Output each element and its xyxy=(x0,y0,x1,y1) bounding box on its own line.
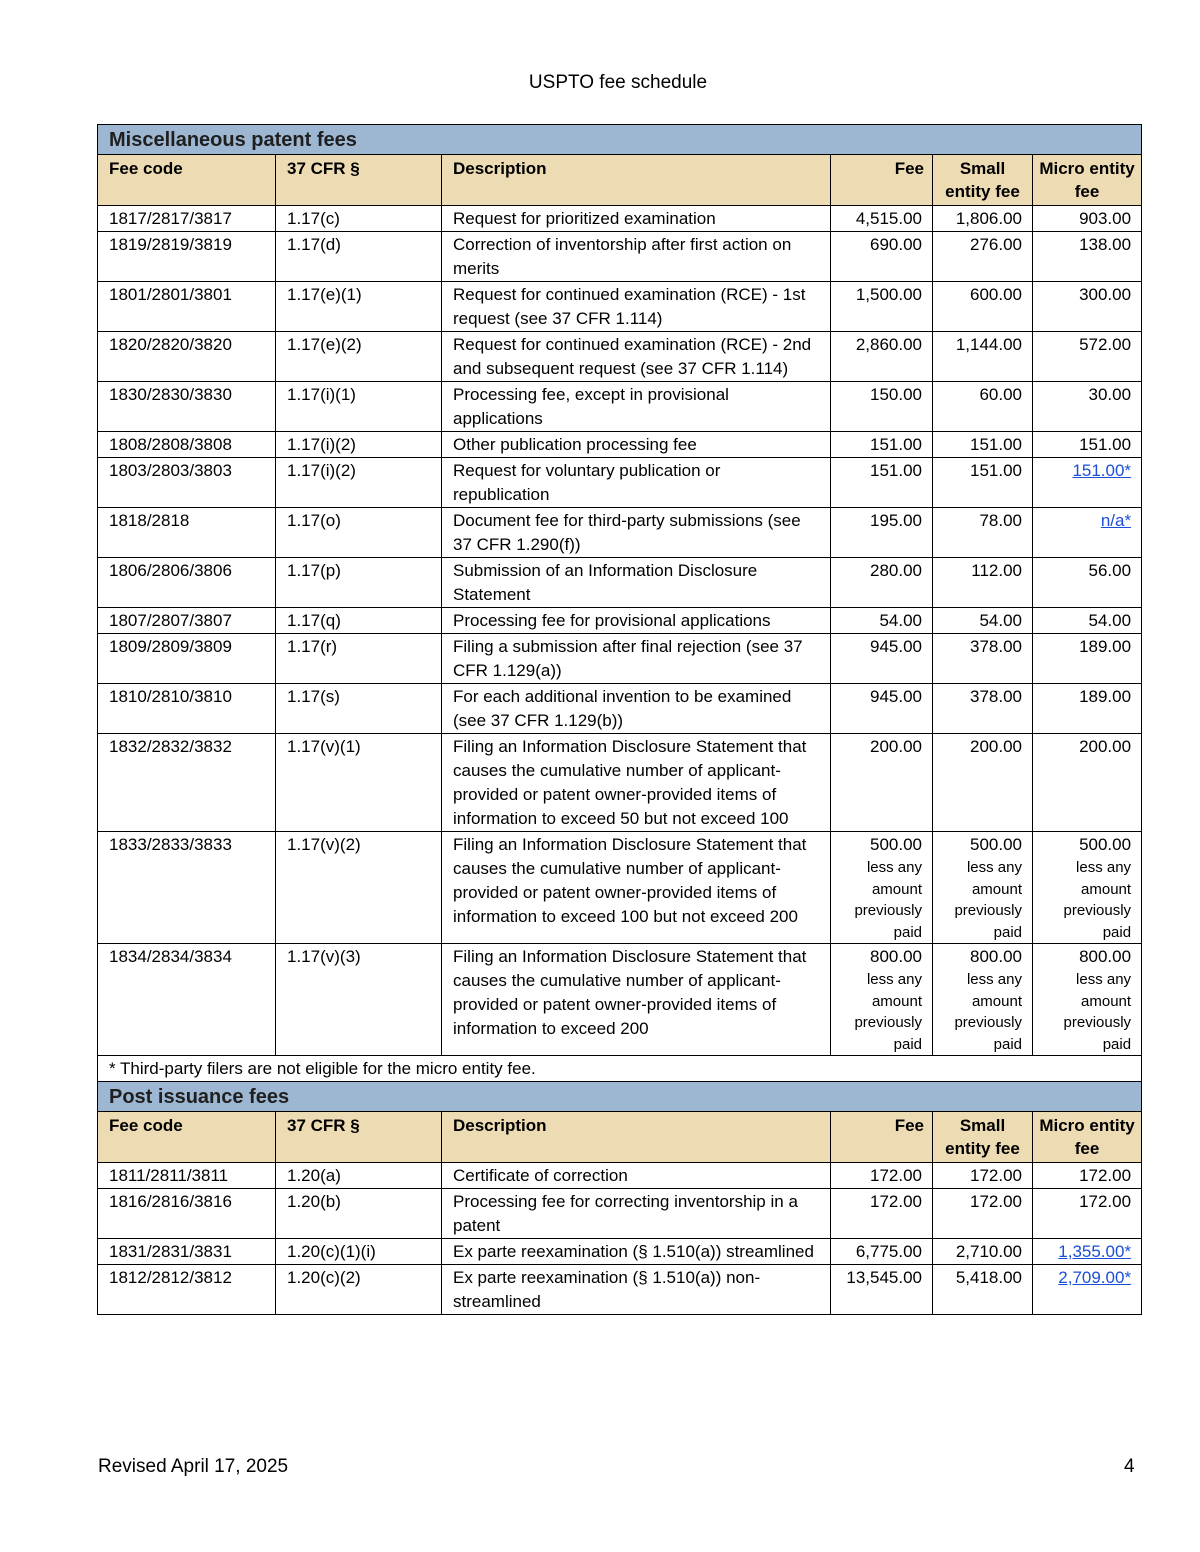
table-row xyxy=(98,558,1142,608)
micro-fee-cell: 300.00 xyxy=(1033,282,1142,332)
micro-fee-footnote-link[interactable]: 1,355.00* xyxy=(1058,1242,1132,1261)
micro-fee-cell: 189.00 xyxy=(1033,634,1142,684)
fee-cell: 4,515.00 xyxy=(831,206,933,232)
micro-fee-cell: 138.00 xyxy=(1033,232,1142,282)
description-cell: Ex parte reexamination (§ 1.510(a)) non-streamlined xyxy=(442,1265,831,1315)
fee-code-cell: 1831/2831/3831 xyxy=(98,1239,276,1265)
small-fee-cell: 151.00 xyxy=(933,432,1033,458)
description-cell: Filing an Information Disclosure Statement that causes the cumulative number of applicant-provided or patent owner-provided items of information to exceed 50 but not exceed 100 xyxy=(442,734,831,832)
micro-fee-cell: 151.00 xyxy=(1033,432,1142,458)
table-row xyxy=(98,734,1142,832)
fee-code-cell: 1803/2803/3803 xyxy=(98,458,276,508)
micro-fee-cell: 200.00 xyxy=(1033,734,1142,832)
page-number: 4 xyxy=(1124,1456,1135,1477)
micro-fee-cell: 56.00 xyxy=(1033,558,1142,608)
fee-cell: 6,775.00 xyxy=(831,1239,933,1265)
fee-amount: 800.00 xyxy=(970,947,1022,966)
revised-date: Revised April 17, 2025 xyxy=(98,1456,289,1477)
fee-code-cell: 1801/2801/3801 xyxy=(98,282,276,332)
small-fee-cell: 2,710.00 xyxy=(933,1239,1033,1265)
small-fee-cell: 276.00 xyxy=(933,232,1033,282)
micro-fee-cell: 189.00 xyxy=(1033,684,1142,734)
fee-code-cell: 1816/2816/3816 xyxy=(98,1189,276,1239)
description-cell: Document fee for third-party submissions (see 37 CFR 1.290(f)) xyxy=(442,508,831,558)
fee-code-cell: 1809/2809/3809 xyxy=(98,634,276,684)
fee-cell: 195.00 xyxy=(831,508,933,558)
table-row xyxy=(98,608,1142,634)
fee-cell: 13,545.00 xyxy=(831,1265,933,1315)
fee-code-cell: 1818/2818 xyxy=(98,508,276,558)
section-title: Miscellaneous patent fees xyxy=(98,125,1142,155)
cfr-cell: 1.20(b) xyxy=(276,1189,442,1239)
description-cell: Processing fee for correcting inventorship in a patent xyxy=(442,1189,831,1239)
small-fee-cell xyxy=(933,832,1033,944)
small-fee-cell: 1,144.00 xyxy=(933,332,1033,382)
table-row xyxy=(98,458,1142,508)
table-row xyxy=(98,1265,1142,1315)
small-fee-cell: 600.00 xyxy=(933,282,1033,332)
section-header-misc xyxy=(98,125,1142,155)
col-header-fee-code: Fee code xyxy=(98,155,276,206)
cfr-cell: 1.17(e)(2) xyxy=(276,332,442,382)
micro-fee-cell xyxy=(1033,458,1142,508)
description-cell: Ex parte reexamination (§ 1.510(a)) streamlined xyxy=(442,1239,831,1265)
col-header-fee: Fee xyxy=(831,1112,933,1163)
micro-fee-cell xyxy=(1033,508,1142,558)
table-row xyxy=(98,232,1142,282)
micro-fee-cell: 30.00 xyxy=(1033,382,1142,432)
micro-fee-footnote-link[interactable]: 2,709.00* xyxy=(1058,1268,1132,1287)
fee-note: less any amount previously paid xyxy=(954,859,1022,941)
cfr-cell: 1.20(c)(1)(i) xyxy=(276,1239,442,1265)
small-fee-cell xyxy=(933,944,1033,1056)
micro-fee-cell: 572.00 xyxy=(1033,332,1142,382)
micro-fee-cell xyxy=(1033,832,1142,944)
footnote-row xyxy=(98,1056,1142,1082)
description-cell: Request for voluntary publication or republication xyxy=(442,458,831,508)
fee-amount: 500.00 xyxy=(970,835,1022,854)
col-header-micro: Micro entity fee xyxy=(1033,1112,1142,1163)
fee-cell: 172.00 xyxy=(831,1163,933,1189)
fee-cell: 945.00 xyxy=(831,634,933,684)
fee-code-cell: 1820/2820/3820 xyxy=(98,332,276,382)
fee-note: less any amount previously paid xyxy=(1063,859,1132,941)
small-fee-cell: 78.00 xyxy=(933,508,1033,558)
fee-code-cell: 1812/2812/3812 xyxy=(98,1265,276,1315)
fee-note: less any amount previously paid xyxy=(1063,971,1132,1053)
description-cell: Processing fee for provisional applications xyxy=(442,608,831,634)
small-fee-cell: 378.00 xyxy=(933,684,1033,734)
fee-note: less any amount previously paid xyxy=(854,859,922,941)
fee-cell: 151.00 xyxy=(831,458,933,508)
cfr-cell: 1.17(o) xyxy=(276,508,442,558)
description-cell: Certificate of correction xyxy=(442,1163,831,1189)
description-cell: Request for prioritized examination xyxy=(442,206,831,232)
cfr-cell: 1.17(c) xyxy=(276,206,442,232)
micro-fee-cell xyxy=(1033,1239,1142,1265)
fee-amount: 500.00 xyxy=(870,835,922,854)
fee-code-cell: 1819/2819/3819 xyxy=(98,232,276,282)
micro-fee-cell: 903.00 xyxy=(1033,206,1142,232)
fee-cell xyxy=(831,832,933,944)
description-cell: Correction of inventorship after first action on merits xyxy=(442,232,831,282)
cfr-cell: 1.17(p) xyxy=(276,558,442,608)
table-row xyxy=(98,382,1142,432)
fee-cell: 54.00 xyxy=(831,608,933,634)
micro-fee-cell: 172.00 xyxy=(1033,1189,1142,1239)
description-cell: Processing fee, except in provisional applications xyxy=(442,382,831,432)
page-title: USPTO fee schedule xyxy=(528,72,708,93)
section-title: Post issuance fees xyxy=(98,1082,1142,1112)
small-fee-cell: 1,806.00 xyxy=(933,206,1033,232)
col-header-fee-code: Fee code xyxy=(98,1112,276,1163)
cfr-cell: 1.17(i)(1) xyxy=(276,382,442,432)
section-header-post-issuance xyxy=(98,1082,1142,1112)
description-cell: Request for continued examination (RCE) - 2nd and subsequent request (see 37 CFR 1.114) xyxy=(442,332,831,382)
fee-cell: 1,500.00 xyxy=(831,282,933,332)
fee-cell: 2,860.00 xyxy=(831,332,933,382)
fee-code-cell: 1811/2811/3811 xyxy=(98,1163,276,1189)
fee-cell: 150.00 xyxy=(831,382,933,432)
fee-code-cell: 1808/2808/3808 xyxy=(98,432,276,458)
table-row xyxy=(98,832,1142,944)
table-row xyxy=(98,944,1142,1056)
cfr-cell: 1.20(c)(2) xyxy=(276,1265,442,1315)
fee-code-cell: 1817/2817/3817 xyxy=(98,206,276,232)
col-header-fee: Fee xyxy=(831,155,933,206)
cfr-cell: 1.20(a) xyxy=(276,1163,442,1189)
fee-note: less any amount previously paid xyxy=(854,971,922,1053)
fee-cell: 945.00 xyxy=(831,684,933,734)
fee-amount: 800.00 xyxy=(1079,947,1132,966)
fee-cell xyxy=(831,944,933,1056)
table-row xyxy=(98,282,1142,332)
fee-cell: 200.00 xyxy=(831,734,933,832)
fee-cell: 151.00 xyxy=(831,432,933,458)
cfr-cell: 1.17(i)(2) xyxy=(276,432,442,458)
col-header-small: Small entity fee xyxy=(933,155,1033,206)
fee-code-cell: 1830/2830/3830 xyxy=(98,382,276,432)
micro-fee-cell: 54.00 xyxy=(1033,608,1142,634)
small-fee-cell: 378.00 xyxy=(933,634,1033,684)
cfr-cell: 1.17(q) xyxy=(276,608,442,634)
description-cell: Request for continued examination (RCE) - 1st request (see 37 CFR 1.114) xyxy=(442,282,831,332)
small-fee-cell: 200.00 xyxy=(933,734,1033,832)
col-header-cfr: 37 CFR § xyxy=(276,1112,442,1163)
cfr-cell: 1.17(r) xyxy=(276,634,442,684)
micro-fee-cell xyxy=(1033,944,1142,1056)
description-cell: Filing an Information Disclosure Statement that causes the cumulative number of applicant-provided or patent owner-provided items of information to exceed 100 but not exceed 200 xyxy=(442,832,831,944)
table-row xyxy=(98,684,1142,734)
fee-code-cell: 1833/2833/3833 xyxy=(98,832,276,944)
col-header-description: Description xyxy=(442,1112,831,1163)
cfr-cell: 1.17(i)(2) xyxy=(276,458,442,508)
fee-code-cell: 1806/2806/3806 xyxy=(98,558,276,608)
micro-fee-cell: 172.00 xyxy=(1033,1163,1142,1189)
cfr-cell: 1.17(e)(1) xyxy=(276,282,442,332)
small-fee-cell: 5,418.00 xyxy=(933,1265,1033,1315)
table-row xyxy=(98,432,1142,458)
table-row xyxy=(98,634,1142,684)
fee-cell: 172.00 xyxy=(831,1189,933,1239)
cfr-cell: 1.17(d) xyxy=(276,232,442,282)
fee-cell: 690.00 xyxy=(831,232,933,282)
col-header-cfr: 37 CFR § xyxy=(276,155,442,206)
table-row xyxy=(98,1239,1142,1265)
table-row xyxy=(98,1163,1142,1189)
small-fee-cell: 112.00 xyxy=(933,558,1033,608)
micro-fee-cell xyxy=(1033,1265,1142,1315)
col-header-micro: Micro entity fee xyxy=(1033,155,1142,206)
fee-code-cell: 1807/2807/3807 xyxy=(98,608,276,634)
small-fee-cell: 172.00 xyxy=(933,1189,1033,1239)
table-row xyxy=(98,332,1142,382)
table-row xyxy=(98,1189,1142,1239)
small-fee-cell: 60.00 xyxy=(933,382,1033,432)
description-cell: For each additional invention to be examined (see 37 CFR 1.129(b)) xyxy=(442,684,831,734)
cfr-cell: 1.17(v)(2) xyxy=(276,832,442,944)
small-fee-cell: 151.00 xyxy=(933,458,1033,508)
table-row xyxy=(98,508,1142,558)
cfr-cell: 1.17(s) xyxy=(276,684,442,734)
description-cell: Submission of an Information Disclosure Statement xyxy=(442,558,831,608)
fee-code-cell: 1832/2832/3832 xyxy=(98,734,276,832)
column-header-row xyxy=(98,1112,1142,1163)
fee-amount: 800.00 xyxy=(870,947,922,966)
fee-note: less any amount previously paid xyxy=(954,971,1022,1053)
fee-schedule-table xyxy=(97,124,1142,1315)
table-row xyxy=(98,206,1142,232)
fee-code-cell: 1834/2834/3834 xyxy=(98,944,276,1056)
fee-cell: 280.00 xyxy=(831,558,933,608)
fee-amount: 500.00 xyxy=(1079,835,1132,854)
micro-fee-footnote-link[interactable]: n/a* xyxy=(1100,511,1132,530)
column-header-row xyxy=(98,155,1142,206)
micro-fee-footnote-link[interactable]: 151.00* xyxy=(1072,461,1132,480)
small-fee-cell: 54.00 xyxy=(933,608,1033,634)
cfr-cell: 1.17(v)(3) xyxy=(276,944,442,1056)
col-header-small: Small entity fee xyxy=(933,1112,1033,1163)
small-fee-cell: 172.00 xyxy=(933,1163,1033,1189)
cfr-cell: 1.17(v)(1) xyxy=(276,734,442,832)
description-cell: Filing an Information Disclosure Statement that causes the cumulative number of applicant-provided or patent owner-provided items of information to exceed 200 xyxy=(442,944,831,1056)
col-header-description: Description xyxy=(442,155,831,206)
description-cell: Other publication processing fee xyxy=(442,432,831,458)
footnote: * Third-party filers are not eligible for the micro entity fee. xyxy=(98,1056,1142,1082)
fee-code-cell: 1810/2810/3810 xyxy=(98,684,276,734)
description-cell: Filing a submission after final rejection (see 37 CFR 1.129(a)) xyxy=(442,634,831,684)
